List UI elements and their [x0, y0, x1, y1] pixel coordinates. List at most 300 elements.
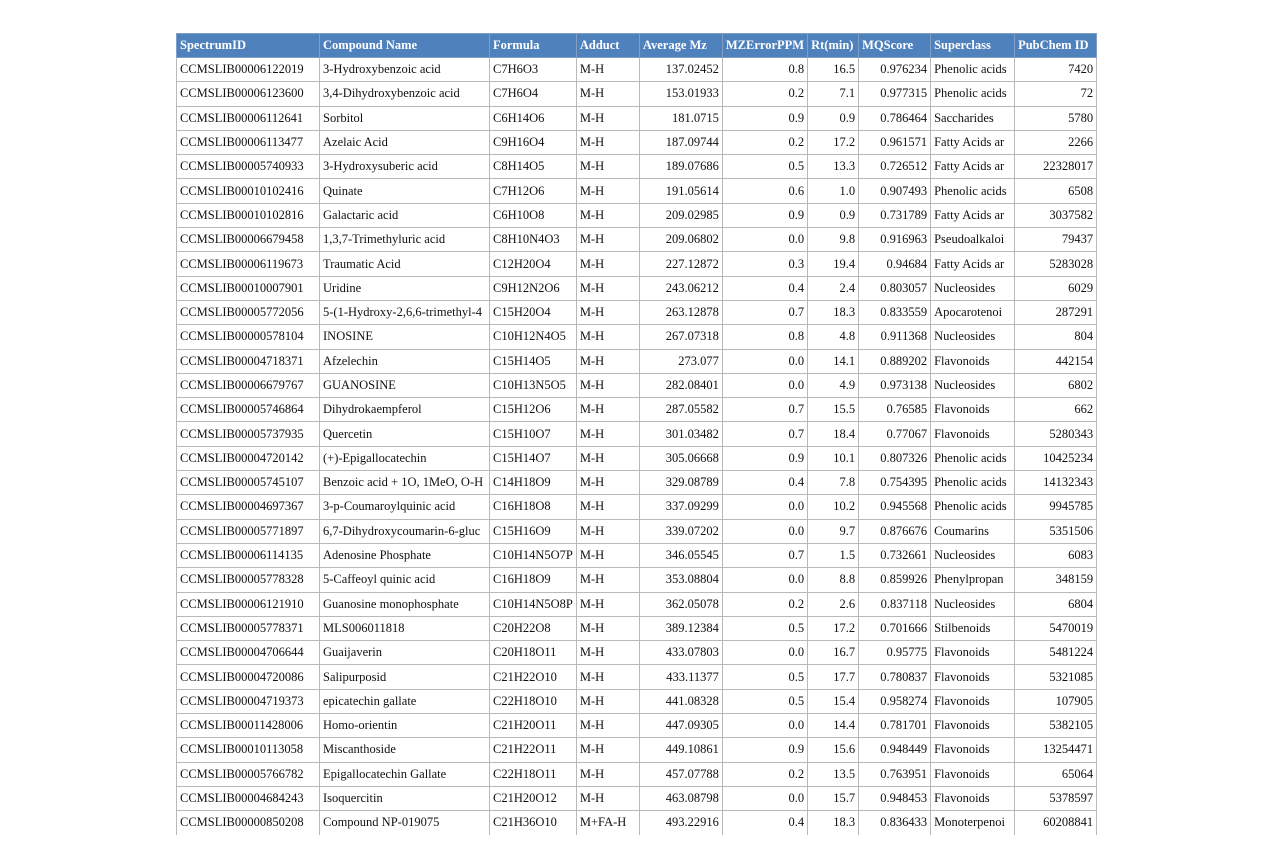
table-row	[177, 228, 1097, 252]
cell-mq-score: 0.786464	[859, 106, 931, 130]
cell-spectrum-id: CCMSLIB00005746864	[177, 398, 320, 422]
cell-compound-name: 6,7-Dihydroxycoumarin-6-gluc	[320, 519, 490, 543]
cell-spectrum-id: CCMSLIB00005766782	[177, 762, 320, 786]
table-row	[177, 811, 1097, 835]
cell-rt-min: 9.7	[808, 519, 859, 543]
compound-table	[176, 33, 1097, 835]
cell-average-mz: 353.08804	[639, 568, 722, 592]
cell-mz-error-ppm: 0.5	[722, 155, 807, 179]
cell-mz-error-ppm: 0.0	[722, 519, 807, 543]
cell-mq-score: 0.961571	[859, 130, 931, 154]
cell-mq-score: 0.836433	[859, 811, 931, 835]
cell-pubchem-id: 14132343	[1015, 471, 1097, 495]
table-row	[177, 592, 1097, 616]
cell-mq-score: 0.945568	[859, 495, 931, 519]
cell-spectrum-id: CCMSLIB00006123600	[177, 82, 320, 106]
cell-pubchem-id: 2266	[1015, 130, 1097, 154]
cell-spectrum-id: CCMSLIB00006121910	[177, 592, 320, 616]
cell-adduct: M-H	[576, 228, 639, 252]
cell-compound-name: Quercetin	[320, 422, 490, 446]
cell-mq-score: 0.94684	[859, 252, 931, 276]
cell-rt-min: 7.8	[808, 471, 859, 495]
cell-pubchem-id: 5470019	[1015, 616, 1097, 640]
cell-average-mz: 433.07803	[639, 641, 722, 665]
cell-compound-name: Azelaic Acid	[320, 130, 490, 154]
cell-pubchem-id: 72	[1015, 82, 1097, 106]
table-header-row	[177, 34, 1097, 58]
cell-adduct: M-H	[576, 738, 639, 762]
cell-mq-score: 0.76585	[859, 398, 931, 422]
cell-compound-name: Miscanthoside	[320, 738, 490, 762]
cell-average-mz: 187.09744	[639, 130, 722, 154]
cell-adduct: M-H	[576, 519, 639, 543]
cell-rt-min: 9.8	[808, 228, 859, 252]
cell-superclass: Fatty Acids ar	[931, 203, 1015, 227]
cell-formula: C15H10O7	[490, 422, 577, 446]
cell-pubchem-id: 5351506	[1015, 519, 1097, 543]
cell-compound-name: INOSINE	[320, 325, 490, 349]
cell-pubchem-id: 65064	[1015, 762, 1097, 786]
cell-adduct: M-H	[576, 762, 639, 786]
cell-adduct: M-H	[576, 592, 639, 616]
cell-compound-name: 5-(1-Hydroxy-2,6,6-trimethyl-4	[320, 300, 490, 324]
cell-adduct: M-H	[576, 252, 639, 276]
cell-superclass: Nucleosides	[931, 325, 1015, 349]
header-compound-name: Compound Name	[320, 34, 490, 58]
cell-rt-min: 7.1	[808, 82, 859, 106]
cell-adduct: M-H	[576, 349, 639, 373]
cell-rt-min: 0.9	[808, 106, 859, 130]
cell-spectrum-id: CCMSLIB00006122019	[177, 58, 320, 82]
cell-compound-name: 3,4-Dihydroxybenzoic acid	[320, 82, 490, 106]
cell-mq-score: 0.780837	[859, 665, 931, 689]
cell-superclass: Nucleosides	[931, 592, 1015, 616]
cell-rt-min: 18.3	[808, 811, 859, 835]
cell-formula: C6H14O6	[490, 106, 577, 130]
cell-pubchem-id: 6508	[1015, 179, 1097, 203]
cell-average-mz: 493.22916	[639, 811, 722, 835]
cell-mz-error-ppm: 0.2	[722, 762, 807, 786]
cell-average-mz: 137.02452	[639, 58, 722, 82]
cell-average-mz: 447.09305	[639, 714, 722, 738]
cell-mz-error-ppm: 0.0	[722, 568, 807, 592]
cell-formula: C7H12O6	[490, 179, 577, 203]
cell-formula: C15H12O6	[490, 398, 577, 422]
cell-mz-error-ppm: 0.0	[722, 373, 807, 397]
cell-superclass: Fatty Acids ar	[931, 130, 1015, 154]
cell-pubchem-id: 662	[1015, 398, 1097, 422]
cell-average-mz: 389.12384	[639, 616, 722, 640]
header-rt-min: Rt(min)	[808, 34, 859, 58]
cell-rt-min: 13.5	[808, 762, 859, 786]
cell-adduct: M-H	[576, 373, 639, 397]
table-row	[177, 762, 1097, 786]
cell-superclass: Apocarotenoi	[931, 300, 1015, 324]
cell-superclass: Flavonoids	[931, 398, 1015, 422]
cell-formula: C22H18O11	[490, 762, 577, 786]
cell-compound-name: Galactaric acid	[320, 203, 490, 227]
cell-formula: C10H14N5O8P	[490, 592, 577, 616]
cell-pubchem-id: 107905	[1015, 689, 1097, 713]
cell-mz-error-ppm: 0.0	[722, 641, 807, 665]
cell-mq-score: 0.973138	[859, 373, 931, 397]
cell-mz-error-ppm: 0.7	[722, 422, 807, 446]
cell-mq-score: 0.907493	[859, 179, 931, 203]
cell-superclass: Coumarins	[931, 519, 1015, 543]
cell-average-mz: 362.05078	[639, 592, 722, 616]
cell-adduct: M-H	[576, 130, 639, 154]
cell-superclass: Flavonoids	[931, 762, 1015, 786]
cell-adduct: M-H	[576, 325, 639, 349]
cell-formula: C10H13N5O5	[490, 373, 577, 397]
cell-superclass: Flavonoids	[931, 714, 1015, 738]
table-row	[177, 471, 1097, 495]
table-row	[177, 179, 1097, 203]
cell-mq-score: 0.889202	[859, 349, 931, 373]
cell-mq-score: 0.948453	[859, 786, 931, 810]
cell-rt-min: 18.3	[808, 300, 859, 324]
header-formula: Formula	[490, 34, 577, 58]
cell-compound-name: 3-Hydroxysuberic acid	[320, 155, 490, 179]
table-row	[177, 276, 1097, 300]
cell-compound-name: Adenosine Phosphate	[320, 543, 490, 567]
cell-adduct: M-H	[576, 689, 639, 713]
cell-average-mz: 263.12878	[639, 300, 722, 324]
cell-adduct: M-H	[576, 665, 639, 689]
cell-formula: C7H6O3	[490, 58, 577, 82]
cell-rt-min: 15.4	[808, 689, 859, 713]
cell-compound-name: Guaijaverin	[320, 641, 490, 665]
cell-formula: C21H22O10	[490, 665, 577, 689]
table-row	[177, 689, 1097, 713]
cell-superclass: Flavonoids	[931, 786, 1015, 810]
cell-average-mz: 267.07318	[639, 325, 722, 349]
cell-adduct: M-H	[576, 203, 639, 227]
cell-mz-error-ppm: 0.9	[722, 106, 807, 130]
cell-pubchem-id: 6802	[1015, 373, 1097, 397]
cell-rt-min: 2.4	[808, 276, 859, 300]
cell-average-mz: 346.05545	[639, 543, 722, 567]
cell-adduct: M-H	[576, 155, 639, 179]
cell-spectrum-id: CCMSLIB00006119673	[177, 252, 320, 276]
header-mz-error-ppm: MZErrorPPM	[722, 34, 807, 58]
cell-superclass: Flavonoids	[931, 665, 1015, 689]
cell-average-mz: 457.07788	[639, 762, 722, 786]
cell-mz-error-ppm: 0.0	[722, 349, 807, 373]
cell-average-mz: 301.03482	[639, 422, 722, 446]
cell-compound-name: Dihydrokaempferol	[320, 398, 490, 422]
cell-formula: C14H18O9	[490, 471, 577, 495]
cell-adduct: M-H	[576, 786, 639, 810]
cell-spectrum-id: CCMSLIB00000850208	[177, 811, 320, 835]
cell-pubchem-id: 804	[1015, 325, 1097, 349]
cell-average-mz: 305.06668	[639, 446, 722, 470]
cell-mq-score: 0.958274	[859, 689, 931, 713]
cell-average-mz: 449.10861	[639, 738, 722, 762]
cell-average-mz: 181.0715	[639, 106, 722, 130]
cell-rt-min: 15.5	[808, 398, 859, 422]
table-row	[177, 58, 1097, 82]
cell-pubchem-id: 5321085	[1015, 665, 1097, 689]
cell-average-mz: 329.08789	[639, 471, 722, 495]
cell-superclass: Flavonoids	[931, 349, 1015, 373]
table-row	[177, 130, 1097, 154]
header-average-mz: Average Mz	[639, 34, 722, 58]
cell-compound-name: Quinate	[320, 179, 490, 203]
cell-spectrum-id: CCMSLIB00004720142	[177, 446, 320, 470]
cell-formula: C21H36O10	[490, 811, 577, 835]
cell-formula: C21H20O11	[490, 714, 577, 738]
cell-rt-min: 17.2	[808, 616, 859, 640]
cell-adduct: M-H	[576, 568, 639, 592]
cell-adduct: M-H	[576, 446, 639, 470]
cell-spectrum-id: CCMSLIB00006114135	[177, 543, 320, 567]
cell-spectrum-id: CCMSLIB00005772056	[177, 300, 320, 324]
cell-formula: C12H20O4	[490, 252, 577, 276]
cell-superclass: Phenolic acids	[931, 58, 1015, 82]
cell-spectrum-id: CCMSLIB00006679767	[177, 373, 320, 397]
cell-pubchem-id: 5378597	[1015, 786, 1097, 810]
cell-spectrum-id: CCMSLIB00005778328	[177, 568, 320, 592]
table-row	[177, 446, 1097, 470]
cell-mz-error-ppm: 0.2	[722, 592, 807, 616]
cell-mz-error-ppm: 0.5	[722, 665, 807, 689]
cell-rt-min: 16.5	[808, 58, 859, 82]
cell-rt-min: 17.7	[808, 665, 859, 689]
cell-superclass: Phenolic acids	[931, 179, 1015, 203]
cell-mq-score: 0.911368	[859, 325, 931, 349]
cell-spectrum-id: CCMSLIB00006679458	[177, 228, 320, 252]
cell-average-mz: 287.05582	[639, 398, 722, 422]
cell-mq-score: 0.732661	[859, 543, 931, 567]
cell-formula: C10H12N4O5	[490, 325, 577, 349]
cell-mq-score: 0.833559	[859, 300, 931, 324]
table-row	[177, 398, 1097, 422]
cell-superclass: Fatty Acids ar	[931, 155, 1015, 179]
cell-spectrum-id: CCMSLIB00004720086	[177, 665, 320, 689]
cell-mq-score: 0.976234	[859, 58, 931, 82]
cell-mq-score: 0.803057	[859, 276, 931, 300]
cell-rt-min: 13.3	[808, 155, 859, 179]
cell-pubchem-id: 5280343	[1015, 422, 1097, 446]
table-row	[177, 300, 1097, 324]
cell-pubchem-id: 79437	[1015, 228, 1097, 252]
cell-adduct: M-H	[576, 106, 639, 130]
cell-pubchem-id: 60208841	[1015, 811, 1097, 835]
cell-superclass: Phenolic acids	[931, 446, 1015, 470]
cell-spectrum-id: CCMSLIB00010102816	[177, 203, 320, 227]
cell-superclass: Nucleosides	[931, 276, 1015, 300]
cell-adduct: M-H	[576, 276, 639, 300]
cell-formula: C15H14O5	[490, 349, 577, 373]
cell-superclass: Phenylpropan	[931, 568, 1015, 592]
cell-formula: C21H20O12	[490, 786, 577, 810]
cell-superclass: Flavonoids	[931, 641, 1015, 665]
cell-pubchem-id: 5283028	[1015, 252, 1097, 276]
table-row	[177, 568, 1097, 592]
cell-formula: C15H20O4	[490, 300, 577, 324]
cell-spectrum-id: CCMSLIB00004719373	[177, 689, 320, 713]
cell-superclass: Phenolic acids	[931, 495, 1015, 519]
cell-pubchem-id: 5780	[1015, 106, 1097, 130]
cell-superclass: Nucleosides	[931, 543, 1015, 567]
cell-spectrum-id: CCMSLIB00005745107	[177, 471, 320, 495]
cell-mz-error-ppm: 0.5	[722, 616, 807, 640]
cell-pubchem-id: 5382105	[1015, 714, 1097, 738]
cell-superclass: Monoterpenoi	[931, 811, 1015, 835]
cell-formula: C16H18O8	[490, 495, 577, 519]
cell-compound-name: 3-Hydroxybenzoic acid	[320, 58, 490, 82]
cell-mz-error-ppm: 0.8	[722, 325, 807, 349]
cell-rt-min: 18.4	[808, 422, 859, 446]
cell-spectrum-id: CCMSLIB00010113058	[177, 738, 320, 762]
cell-formula: C20H18O11	[490, 641, 577, 665]
cell-average-mz: 243.06212	[639, 276, 722, 300]
cell-adduct: M-H	[576, 714, 639, 738]
table-row	[177, 349, 1097, 373]
cell-spectrum-id: CCMSLIB00005740933	[177, 155, 320, 179]
cell-rt-min: 4.8	[808, 325, 859, 349]
cell-formula: C22H18O10	[490, 689, 577, 713]
cell-mz-error-ppm: 0.4	[722, 471, 807, 495]
cell-mz-error-ppm: 0.2	[722, 130, 807, 154]
cell-compound-name: Guanosine monophosphate	[320, 592, 490, 616]
compound-table-container	[176, 33, 1097, 835]
table-row	[177, 616, 1097, 640]
table-row	[177, 786, 1097, 810]
cell-average-mz: 273.077	[639, 349, 722, 373]
cell-adduct: M-H	[576, 471, 639, 495]
cell-pubchem-id: 6083	[1015, 543, 1097, 567]
cell-mq-score: 0.763951	[859, 762, 931, 786]
cell-compound-name: 5-Caffeoyl quinic acid	[320, 568, 490, 592]
cell-superclass: Flavonoids	[931, 422, 1015, 446]
table-row	[177, 82, 1097, 106]
cell-superclass: Flavonoids	[931, 738, 1015, 762]
table-row	[177, 543, 1097, 567]
cell-rt-min: 0.9	[808, 203, 859, 227]
cell-compound-name: Salipurposid	[320, 665, 490, 689]
table-row	[177, 203, 1097, 227]
cell-superclass: Stilbenoids	[931, 616, 1015, 640]
cell-rt-min: 16.7	[808, 641, 859, 665]
cell-mz-error-ppm: 0.9	[722, 203, 807, 227]
cell-average-mz: 433.11377	[639, 665, 722, 689]
cell-mq-score: 0.948449	[859, 738, 931, 762]
cell-adduct: M-H	[576, 616, 639, 640]
cell-pubchem-id: 9945785	[1015, 495, 1097, 519]
cell-formula: C8H10N4O3	[490, 228, 577, 252]
cell-superclass: Fatty Acids ar	[931, 252, 1015, 276]
cell-pubchem-id: 5481224	[1015, 641, 1097, 665]
cell-mz-error-ppm: 0.4	[722, 811, 807, 835]
cell-compound-name: (+)-Epigallocatechin	[320, 446, 490, 470]
cell-compound-name: Compound NP-019075	[320, 811, 490, 835]
cell-spectrum-id: CCMSLIB00011428006	[177, 714, 320, 738]
cell-mq-score: 0.977315	[859, 82, 931, 106]
cell-formula: C6H10O8	[490, 203, 577, 227]
cell-compound-name: Afzelechin	[320, 349, 490, 373]
cell-pubchem-id: 3037582	[1015, 203, 1097, 227]
cell-average-mz: 191.05614	[639, 179, 722, 203]
cell-mz-error-ppm: 0.9	[722, 738, 807, 762]
table-body	[177, 58, 1097, 835]
cell-rt-min: 1.5	[808, 543, 859, 567]
cell-mz-error-ppm: 0.0	[722, 786, 807, 810]
cell-adduct: M-H	[576, 495, 639, 519]
cell-superclass: Pseudoalkaloi	[931, 228, 1015, 252]
cell-spectrum-id: CCMSLIB00010007901	[177, 276, 320, 300]
cell-pubchem-id: 287291	[1015, 300, 1097, 324]
cell-mq-score: 0.95775	[859, 641, 931, 665]
cell-average-mz: 463.08798	[639, 786, 722, 810]
table-row	[177, 738, 1097, 762]
cell-pubchem-id: 22328017	[1015, 155, 1097, 179]
cell-rt-min: 8.8	[808, 568, 859, 592]
cell-average-mz: 282.08401	[639, 373, 722, 397]
cell-average-mz: 189.07686	[639, 155, 722, 179]
table-row	[177, 373, 1097, 397]
cell-spectrum-id: CCMSLIB00004706644	[177, 641, 320, 665]
cell-mq-score: 0.837118	[859, 592, 931, 616]
cell-average-mz: 339.07202	[639, 519, 722, 543]
cell-mz-error-ppm: 0.3	[722, 252, 807, 276]
cell-pubchem-id: 13254471	[1015, 738, 1097, 762]
cell-mz-error-ppm: 0.7	[722, 398, 807, 422]
cell-mq-score: 0.731789	[859, 203, 931, 227]
cell-mq-score: 0.77067	[859, 422, 931, 446]
cell-rt-min: 14.4	[808, 714, 859, 738]
table-row	[177, 106, 1097, 130]
cell-compound-name: MLS006011818	[320, 616, 490, 640]
cell-compound-name: Sorbitol	[320, 106, 490, 130]
cell-pubchem-id: 6804	[1015, 592, 1097, 616]
cell-mz-error-ppm: 0.0	[722, 495, 807, 519]
cell-mq-score: 0.916963	[859, 228, 931, 252]
cell-spectrum-id: CCMSLIB00000578104	[177, 325, 320, 349]
cell-mq-score: 0.781701	[859, 714, 931, 738]
cell-rt-min: 2.6	[808, 592, 859, 616]
cell-compound-name: 3-p-Coumaroylquinic acid	[320, 495, 490, 519]
cell-adduct: M-H	[576, 300, 639, 324]
cell-mz-error-ppm: 0.0	[722, 714, 807, 738]
cell-superclass: Nucleosides	[931, 373, 1015, 397]
cell-mq-score: 0.754395	[859, 471, 931, 495]
cell-superclass: Saccharides	[931, 106, 1015, 130]
table-row	[177, 641, 1097, 665]
header-adduct: Adduct	[576, 34, 639, 58]
cell-adduct: M-H	[576, 543, 639, 567]
cell-mq-score: 0.859926	[859, 568, 931, 592]
cell-adduct: M-H	[576, 398, 639, 422]
cell-pubchem-id: 442154	[1015, 349, 1097, 373]
table-row	[177, 422, 1097, 446]
cell-compound-name: Homo-orientin	[320, 714, 490, 738]
cell-rt-min: 15.7	[808, 786, 859, 810]
cell-compound-name: Isoquercitin	[320, 786, 490, 810]
cell-adduct: M-H	[576, 82, 639, 106]
table-row	[177, 325, 1097, 349]
cell-rt-min: 15.6	[808, 738, 859, 762]
cell-adduct: M-H	[576, 58, 639, 82]
cell-formula: C8H14O5	[490, 155, 577, 179]
cell-spectrum-id: CCMSLIB00005771897	[177, 519, 320, 543]
cell-rt-min: 4.9	[808, 373, 859, 397]
cell-compound-name: Uridine	[320, 276, 490, 300]
cell-spectrum-id: CCMSLIB00006112641	[177, 106, 320, 130]
header-spectrum-id: SpectrumID	[177, 34, 320, 58]
cell-compound-name: GUANOSINE	[320, 373, 490, 397]
